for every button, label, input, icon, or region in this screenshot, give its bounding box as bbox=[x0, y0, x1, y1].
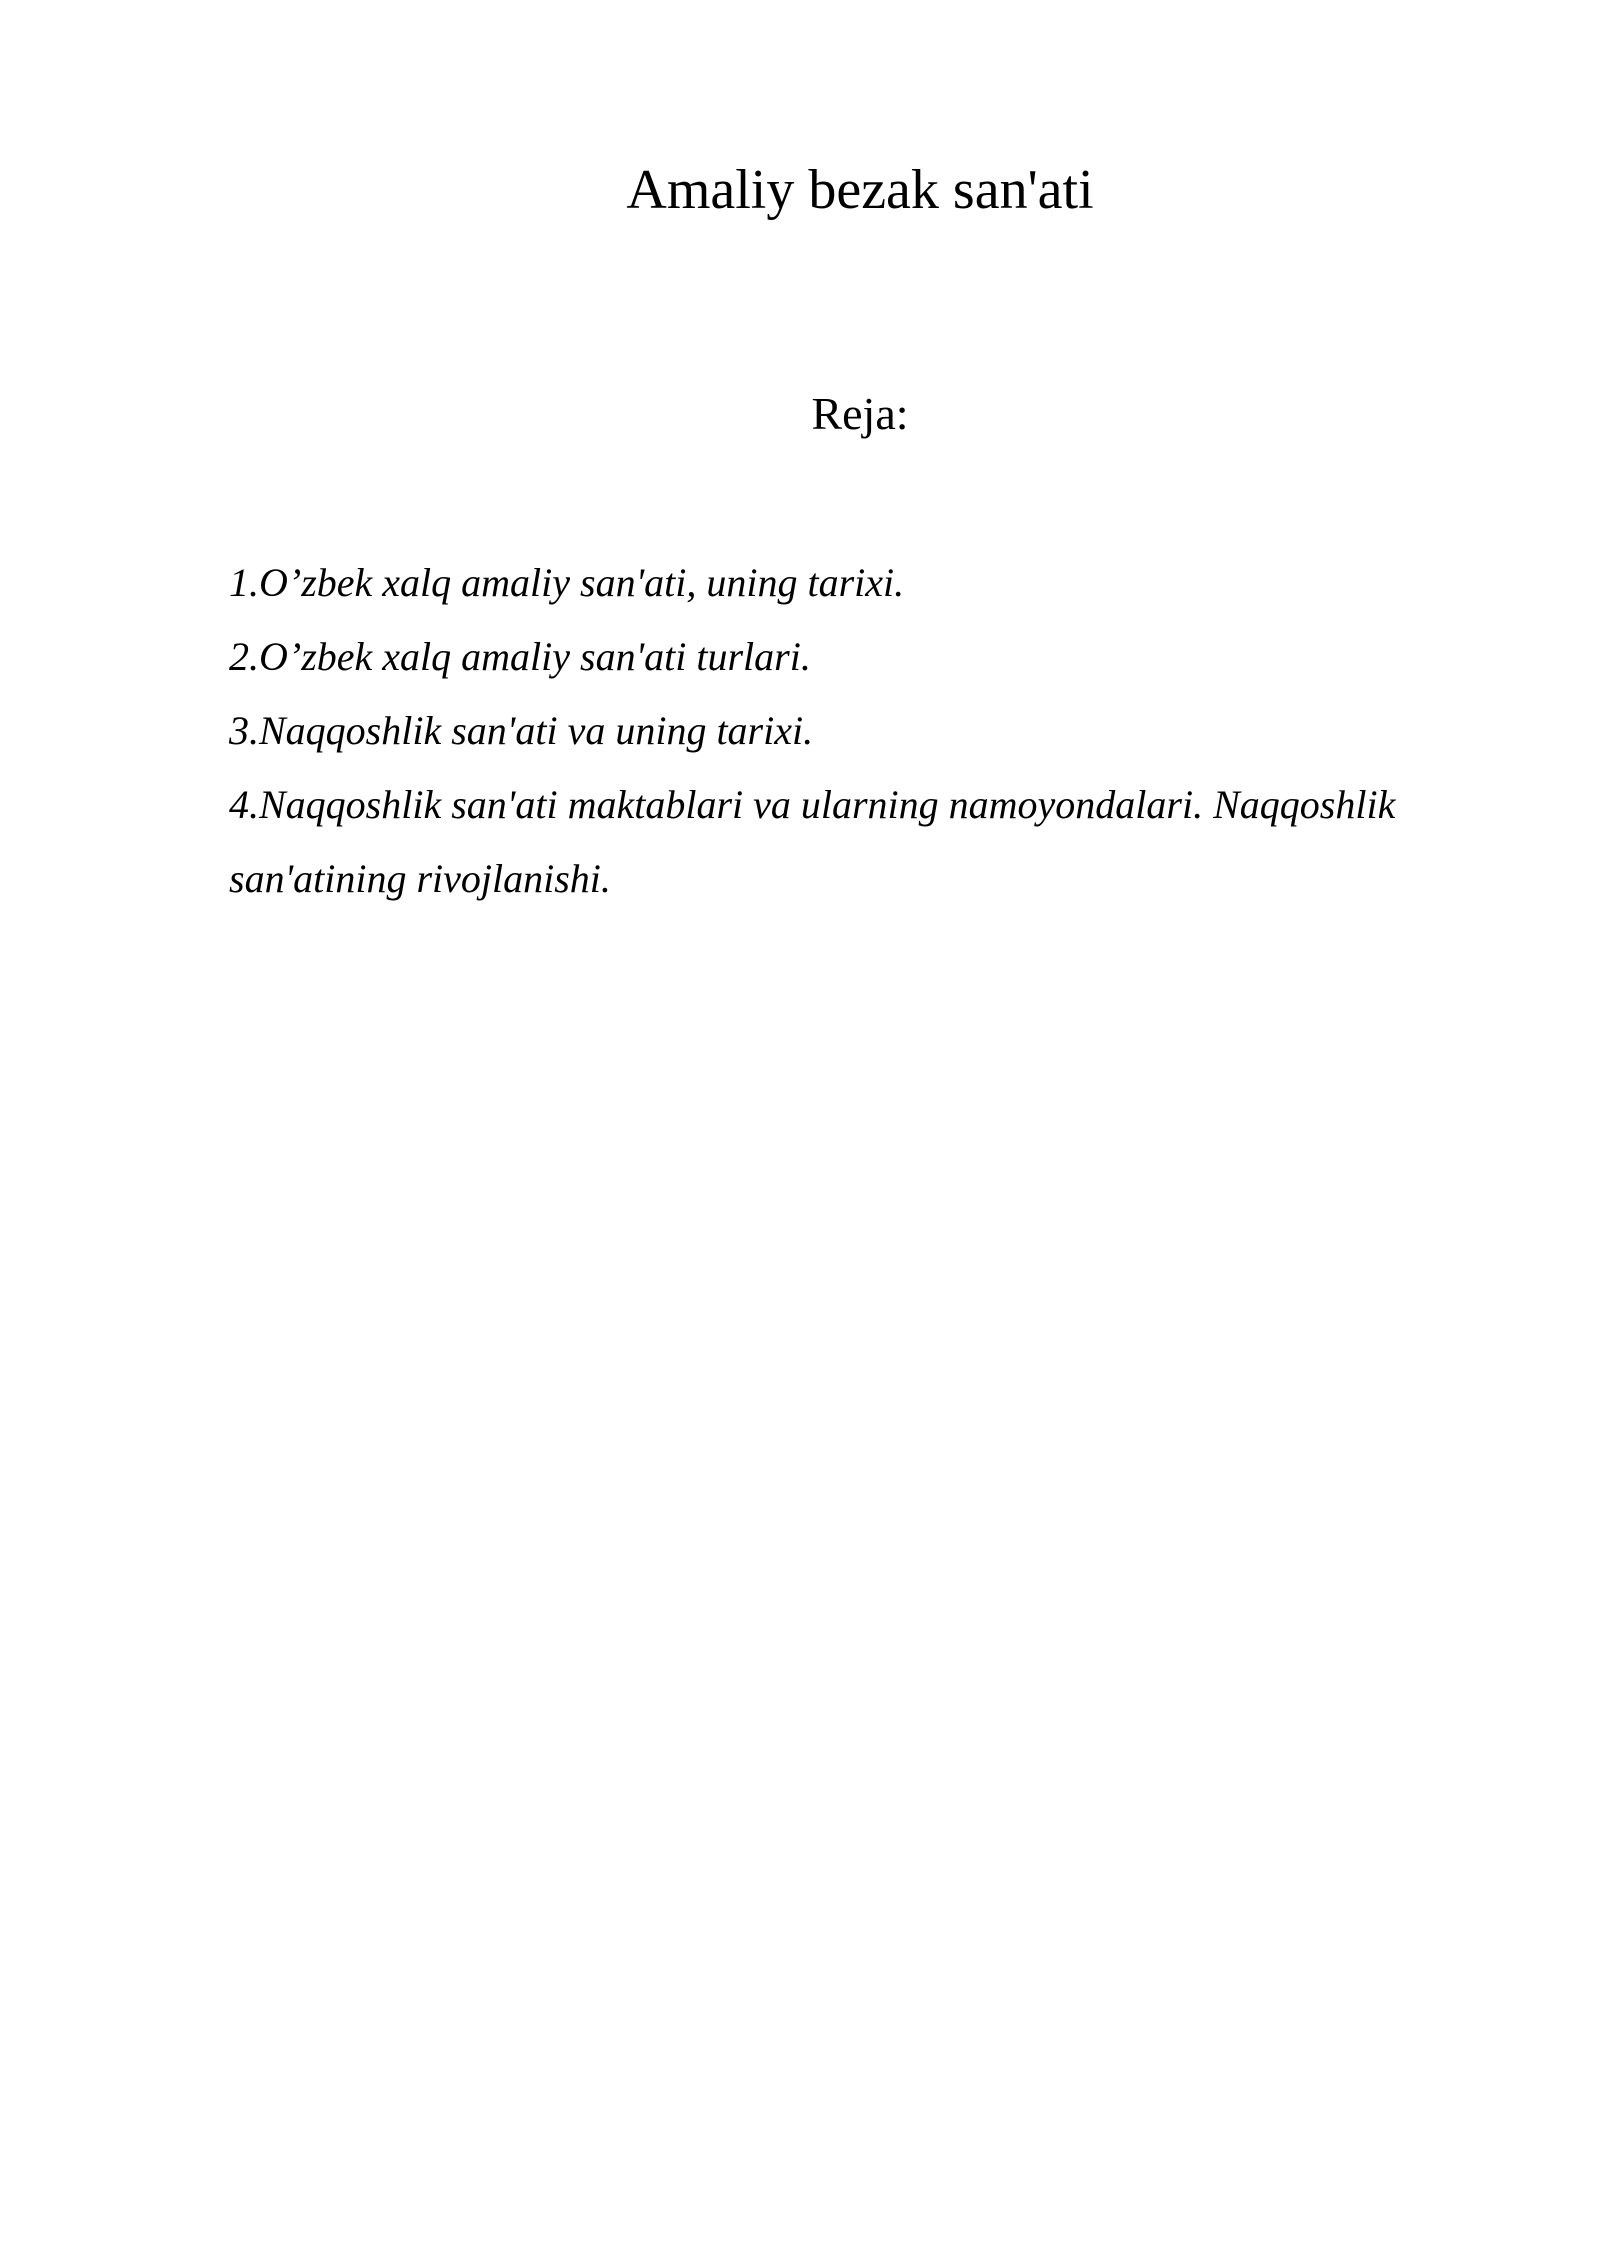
plan-list bbox=[229, 546, 1529, 916]
plan-item-1: 1.O’zbek xalq amaliy san'ati, uning tarixi. bbox=[229, 560, 905, 605]
plan-item-2: 2.O’zbek xalq amaliy san'ati turlari. bbox=[229, 634, 811, 679]
plan-item-4: 4.Naqqoshlik san'ati maktablari va ularning namoyondalari. Naqqoshlik san'atining rivojlanishi. bbox=[229, 782, 1396, 901]
plan-heading: Reja: bbox=[811, 388, 909, 439]
document-title: Amaliy bezak san'ati bbox=[626, 159, 1094, 221]
plan-item-3: 3.Naqqoshlik san'ati va uning tarixi. bbox=[229, 708, 814, 753]
